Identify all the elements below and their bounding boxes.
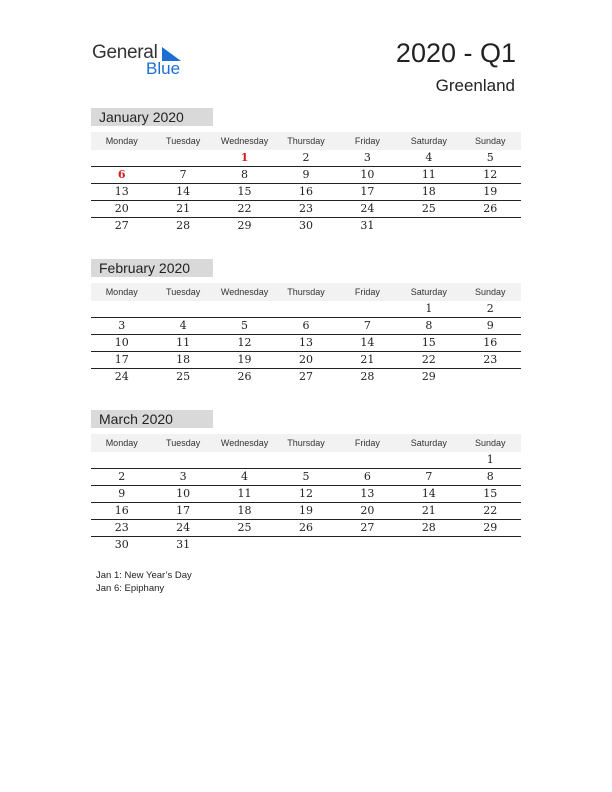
day-cell: 25 — [176, 370, 191, 383]
day-cell: 4 — [241, 470, 249, 483]
week-row — [91, 218, 521, 234]
day-cell — [460, 369, 521, 385]
week-row — [91, 520, 521, 537]
day-cell: 23 — [483, 353, 498, 366]
day-cell: 3 — [363, 151, 371, 164]
day-cell — [275, 452, 336, 468]
week-row — [91, 150, 521, 167]
week-row — [91, 369, 521, 385]
day-cell: 27 — [360, 521, 375, 534]
day-cell: 29 — [421, 370, 436, 383]
day-cell — [398, 452, 459, 468]
day-cell: 11 — [421, 168, 436, 181]
day-cell — [398, 218, 459, 234]
day-cell: 2 — [118, 470, 126, 483]
weekday-label: Friday — [354, 438, 380, 448]
day-cell — [337, 452, 398, 468]
day-cell — [214, 452, 275, 468]
day-cell: 13 — [114, 185, 129, 198]
day-cell: 19 — [298, 504, 313, 517]
week-row — [91, 352, 521, 369]
day-cell: 7 — [425, 470, 433, 483]
day-cell: 4 — [179, 319, 187, 332]
weekday-label: Thursday — [287, 136, 325, 146]
day-cell: 22 — [237, 202, 252, 215]
day-cell: 5 — [302, 470, 310, 483]
month-march — [91, 410, 521, 553]
week-row — [91, 469, 521, 486]
week-row — [91, 318, 521, 335]
day-cell: 28 — [176, 219, 191, 232]
day-cell: 9 — [118, 487, 126, 500]
day-cell: 24 — [114, 370, 129, 383]
day-cell: 7 — [363, 319, 371, 332]
weekday-label: Tuesday — [166, 287, 201, 297]
day-cell: 16 — [114, 504, 129, 517]
day-cell: 28 — [421, 521, 436, 534]
day-cell: 17 — [114, 353, 129, 366]
day-cell: 29 — [237, 219, 252, 232]
weekday-label: Wednesday — [220, 287, 269, 297]
day-cell: 20 — [298, 353, 313, 366]
day-cell: 13 — [360, 487, 375, 500]
day-cell: 7 — [179, 168, 187, 181]
weekday-label: Tuesday — [166, 136, 201, 146]
day-cell — [460, 537, 521, 553]
day-cell: 15 — [237, 185, 252, 198]
day-cell: 10 — [360, 168, 375, 181]
day-cell — [214, 537, 275, 553]
holiday-note: Jan 6: Epiphany — [96, 583, 165, 594]
day-cell: 27 — [298, 370, 313, 383]
day-cell — [152, 150, 213, 166]
day-cell: 19 — [237, 353, 252, 366]
weekday-label: Saturday — [410, 136, 447, 146]
day-cell: 6 — [302, 319, 310, 332]
day-cell: 20 — [114, 202, 129, 215]
day-cell — [152, 452, 213, 468]
day-cell: 26 — [483, 202, 498, 215]
day-cell: 18 — [237, 504, 252, 517]
day-cell: 12 — [298, 487, 313, 500]
weekday-label: Thursday — [287, 287, 325, 297]
day-cell — [460, 218, 521, 234]
month-title: March 2020 — [91, 410, 213, 428]
day-cell: 14 — [421, 487, 436, 500]
month-january — [91, 108, 521, 234]
day-cell: 19 — [483, 185, 498, 198]
logo-text-blue: Blue — [146, 59, 181, 78]
day-cell: 17 — [360, 185, 375, 198]
holiday-note: Jan 1: New Year’s Day — [96, 570, 192, 581]
day-cell: 10 — [114, 336, 129, 349]
day-cell: 9 — [302, 168, 310, 181]
weekday-label: Sunday — [474, 136, 506, 146]
day-cell: 20 — [360, 504, 375, 517]
weekday-label: Saturday — [410, 287, 447, 297]
day-cell: 14 — [360, 336, 375, 349]
day-cell: 6 — [117, 168, 126, 181]
day-cell: 26 — [298, 521, 313, 534]
day-cell: 13 — [298, 336, 313, 349]
day-cell: 16 — [483, 336, 498, 349]
day-cell: 3 — [118, 319, 126, 332]
week-row — [91, 486, 521, 503]
logo-text-general: General — [92, 42, 158, 63]
weekday-label: Sunday — [474, 438, 506, 448]
day-cell: 21 — [360, 353, 375, 366]
day-cell — [275, 537, 336, 553]
day-cell: 15 — [483, 487, 498, 500]
weekday-header-row — [91, 283, 521, 301]
week-row — [91, 167, 521, 184]
day-cell: 8 — [241, 168, 249, 181]
day-cell: 28 — [360, 370, 375, 383]
country-name: Greenland — [435, 76, 515, 95]
day-cell — [214, 301, 275, 317]
weekday-label: Monday — [105, 287, 138, 297]
weeks-grid — [91, 150, 521, 234]
day-cell — [91, 452, 152, 468]
day-cell: 23 — [114, 521, 129, 534]
holiday-notes — [96, 569, 192, 595]
day-cell: 11 — [176, 336, 191, 349]
day-cell: 18 — [176, 353, 191, 366]
week-row — [91, 301, 521, 318]
weekday-label: Tuesday — [166, 438, 201, 448]
day-cell: 15 — [421, 336, 436, 349]
day-cell: 12 — [483, 168, 498, 181]
day-cell: 30 — [298, 219, 313, 232]
day-cell: 5 — [241, 319, 249, 332]
day-cell — [91, 150, 152, 166]
day-cell: 25 — [237, 521, 252, 534]
day-cell: 21 — [176, 202, 191, 215]
day-cell: 24 — [176, 521, 191, 534]
day-cell: 16 — [298, 185, 313, 198]
weekday-label: Wednesday — [220, 136, 269, 146]
day-cell: 25 — [421, 202, 436, 215]
day-cell: 2 — [486, 302, 494, 315]
weekday-label: Friday — [354, 287, 380, 297]
month-title: February 2020 — [91, 259, 213, 277]
day-cell — [152, 301, 213, 317]
day-cell: 17 — [176, 504, 191, 517]
day-cell: 27 — [114, 219, 129, 232]
weekday-label: Monday — [105, 136, 138, 146]
day-cell: 5 — [486, 151, 494, 164]
day-cell: 29 — [483, 521, 498, 534]
day-cell: 2 — [302, 151, 310, 164]
day-cell: 22 — [483, 504, 498, 517]
weekday-label: Saturday — [410, 438, 447, 448]
day-cell: 8 — [425, 319, 433, 332]
day-cell: 4 — [425, 151, 433, 164]
day-cell: 12 — [237, 336, 252, 349]
weekday-label: Monday — [105, 438, 138, 448]
weeks-grid — [91, 301, 521, 385]
weekday-label: Sunday — [474, 287, 506, 297]
day-cell: 26 — [237, 370, 252, 383]
month-february — [91, 259, 521, 385]
day-cell: 30 — [114, 538, 129, 551]
day-cell — [337, 301, 398, 317]
day-cell: 22 — [421, 353, 436, 366]
day-cell: 1 — [425, 302, 433, 315]
generalblue-logo — [92, 42, 202, 78]
day-cell: 8 — [486, 470, 494, 483]
day-cell: 24 — [360, 202, 375, 215]
week-row — [91, 452, 521, 469]
day-cell: 9 — [486, 319, 494, 332]
page-title: 2020 - Q1 — [395, 38, 516, 68]
day-cell — [91, 301, 152, 317]
day-cell — [275, 301, 336, 317]
day-cell: 31 — [176, 538, 191, 551]
month-title: January 2020 — [91, 108, 213, 126]
day-cell — [398, 537, 459, 553]
week-row — [91, 335, 521, 352]
week-row — [91, 184, 521, 201]
day-cell: 21 — [421, 504, 436, 517]
weekday-header-row — [91, 434, 521, 452]
week-row — [91, 503, 521, 520]
day-cell — [337, 537, 398, 553]
day-cell: 31 — [360, 219, 375, 232]
day-cell: 3 — [179, 470, 187, 483]
week-row — [91, 201, 521, 218]
day-cell: 18 — [421, 185, 436, 198]
day-cell: 1 — [240, 151, 249, 164]
weekday-label: Thursday — [287, 438, 325, 448]
day-cell: 14 — [176, 185, 191, 198]
day-cell: 23 — [298, 202, 313, 215]
day-cell: 11 — [237, 487, 252, 500]
day-cell: 6 — [363, 470, 371, 483]
weeks-grid — [91, 452, 521, 553]
week-row — [91, 537, 521, 553]
day-cell: 1 — [486, 453, 494, 466]
weekday-header-row — [91, 132, 521, 150]
weekday-label: Friday — [354, 136, 380, 146]
day-cell: 10 — [176, 487, 191, 500]
weekday-label: Wednesday — [220, 438, 269, 448]
